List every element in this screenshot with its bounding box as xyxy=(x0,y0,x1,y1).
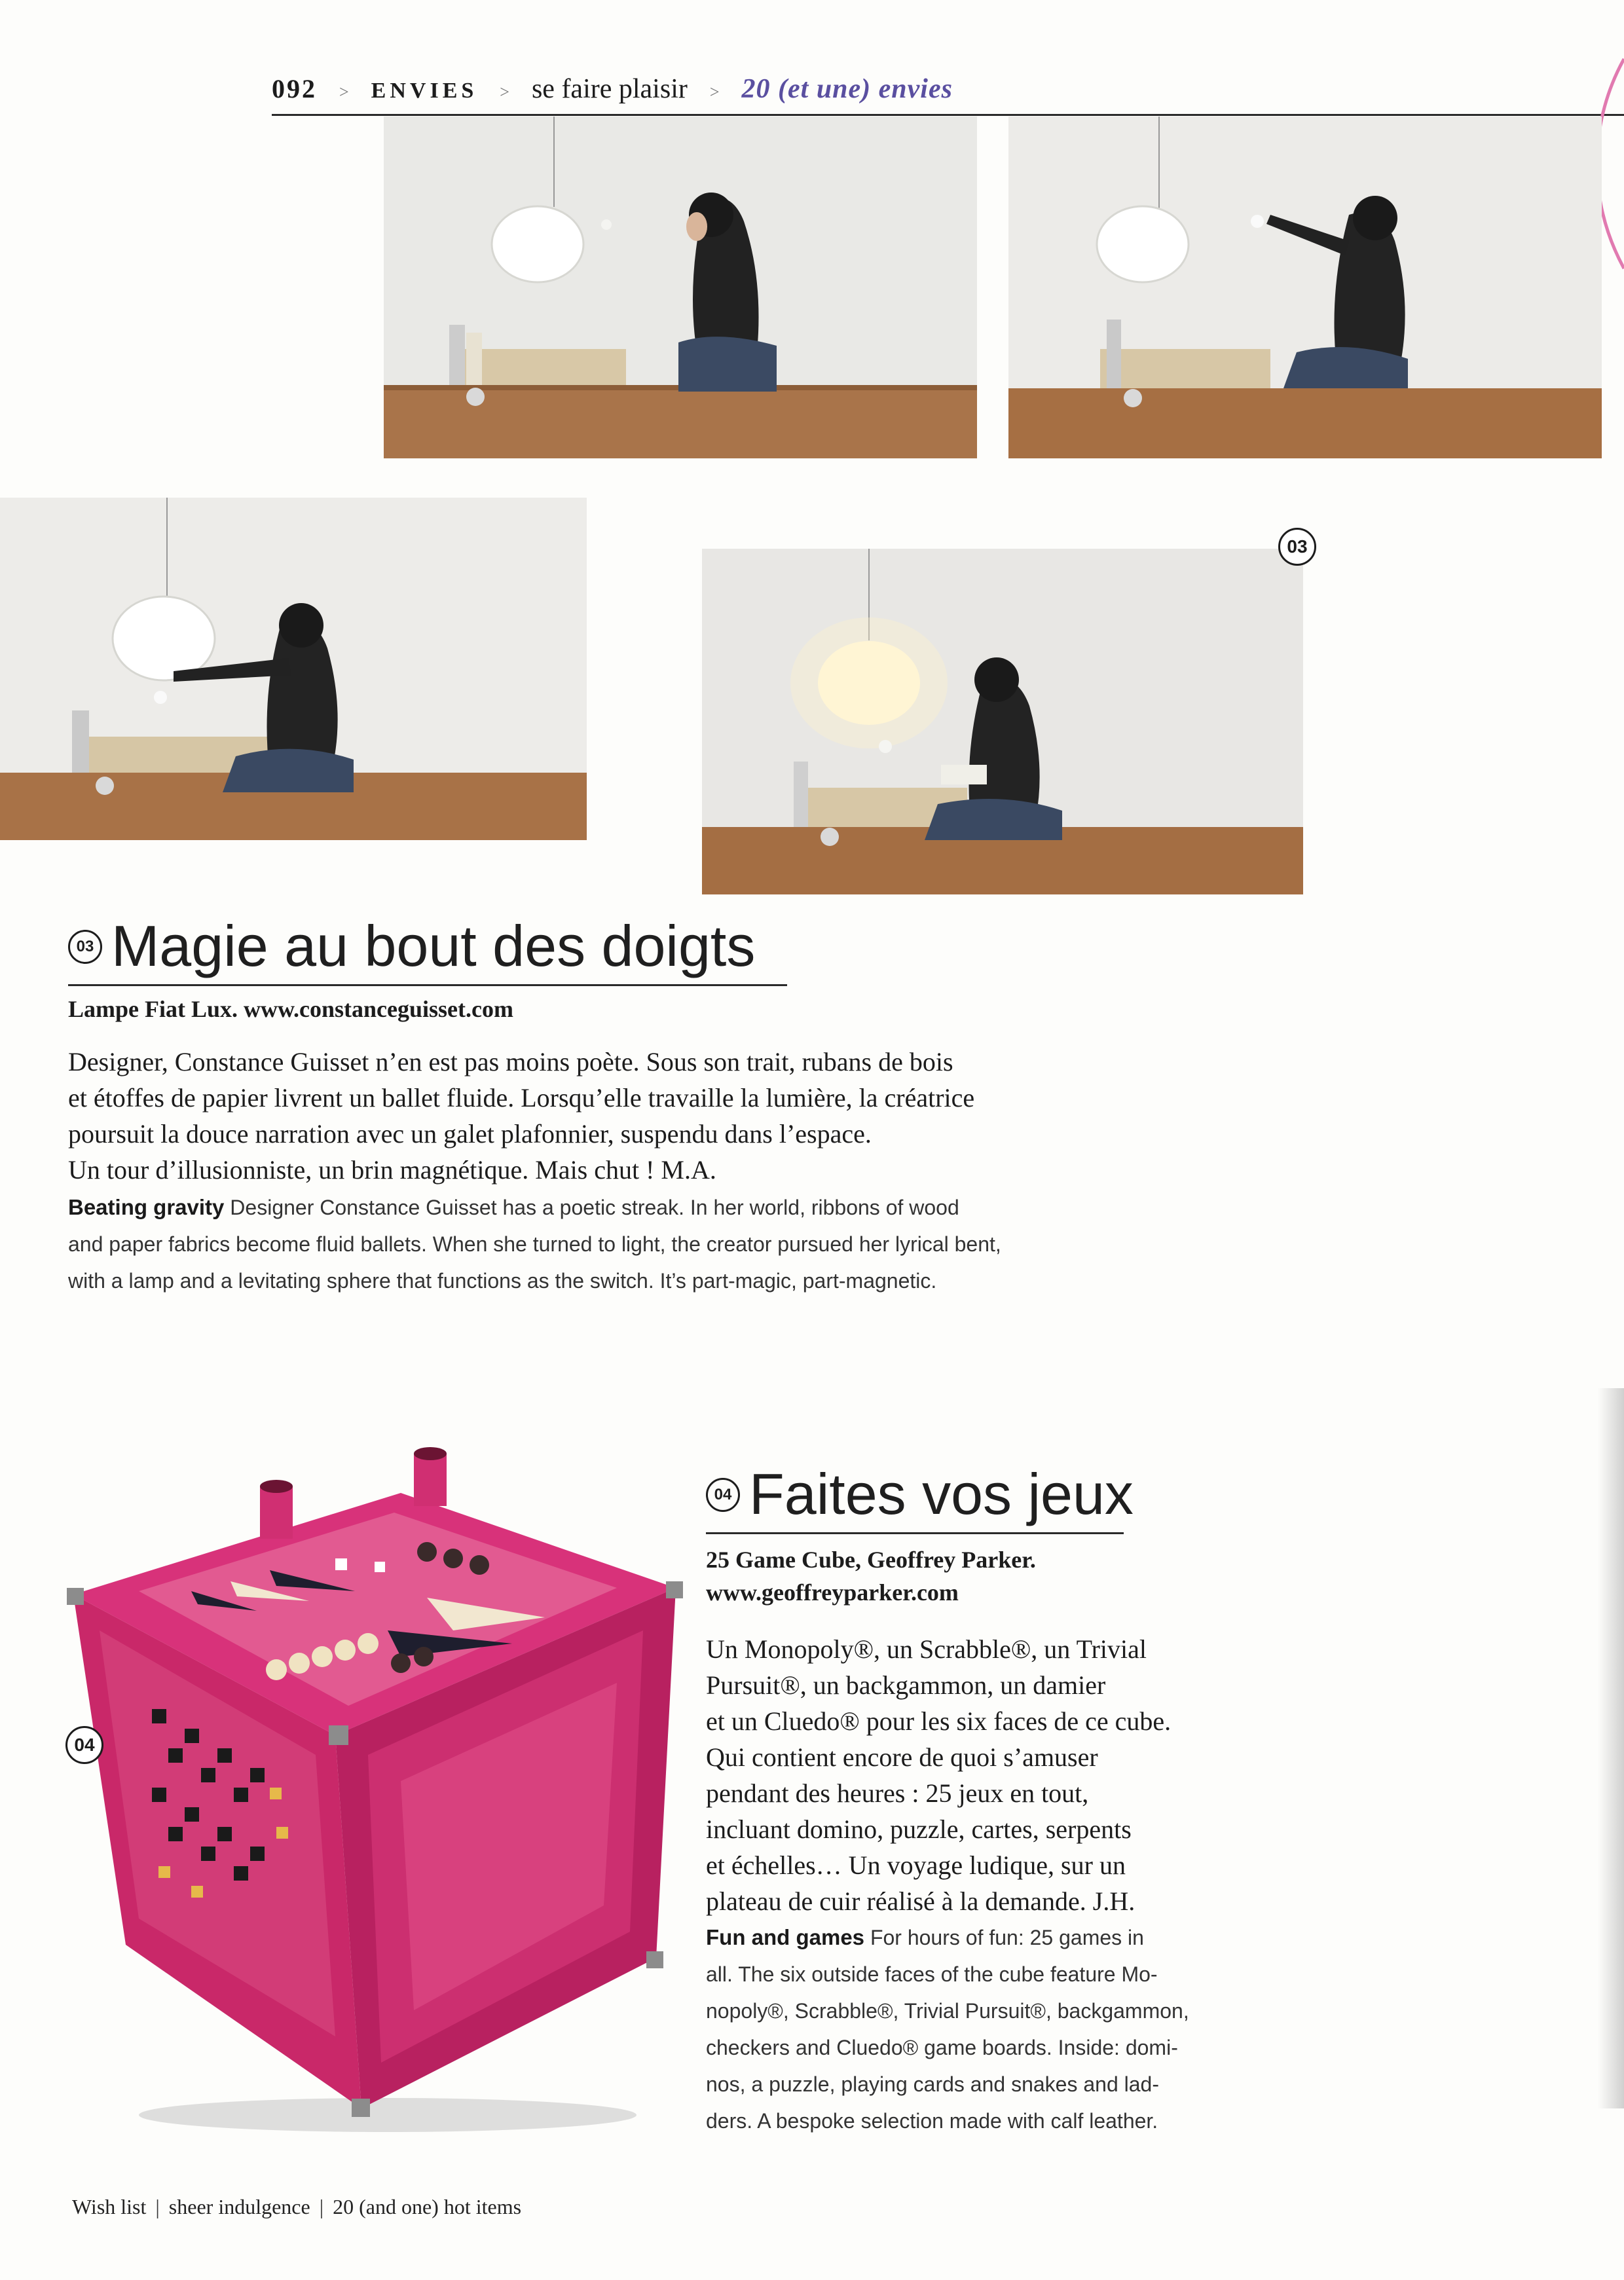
footer-section: Wish list xyxy=(72,2195,147,2218)
english-heading: Fun and games xyxy=(706,1925,865,1949)
page-number: 092 xyxy=(272,74,317,103)
footer-subsection: sheer indulgence xyxy=(168,2195,310,2218)
credit-line: www.geoffreyparker.com xyxy=(706,1579,959,1606)
french-line: plateau de cuir réalisé à la demande. J.H. xyxy=(706,1886,1135,1916)
english-line: nos, a puzzle, playing cards and snakes and lad- xyxy=(706,2072,1159,2096)
subsection-name: se faire plaisir xyxy=(531,74,688,104)
french-line: Pursuit®, un backgammon, un damier xyxy=(706,1670,1106,1700)
lamp-photo-kneeling xyxy=(384,117,977,458)
article-03 xyxy=(68,913,1001,1299)
french-line: incluant domino, puzzle, cartes, serpents xyxy=(706,1814,1132,1844)
french-line: Designer, Constance Guisset n’en est pas moins poète. Sous son trait, rubans de bois xyxy=(68,1047,953,1076)
article-03-credit: Lampe Fiat Lux. www.constanceguisset.com xyxy=(68,996,513,1022)
article-04-badge: 04 xyxy=(706,1478,740,1512)
english-line: Designer Constance Guisset has a poetic streak. In her world, ribbons of wood xyxy=(230,1196,959,1219)
article-03-title: Magie au bout des doigts xyxy=(111,913,756,978)
article-03-english-text xyxy=(68,1189,1001,1299)
article-03-badge: 03 xyxy=(68,930,102,964)
article-03-title-row xyxy=(68,913,787,986)
english-heading: Beating gravity xyxy=(68,1195,225,1219)
breadcrumb-separator: > xyxy=(339,83,349,101)
article-04-french-text xyxy=(706,1631,1189,1919)
french-line: Un tour d’illusionniste, un brin magnétique. Mais chut ! M.A. xyxy=(68,1155,716,1185)
footer-separator: | xyxy=(319,2195,324,2218)
breadcrumb-separator: > xyxy=(500,83,509,101)
section-name: ENVIES xyxy=(371,79,478,103)
english-line: For hours of fun: 25 games in xyxy=(864,1926,1144,1949)
article-03-french-text xyxy=(68,1044,1001,1188)
article-04 xyxy=(706,1462,1189,2139)
french-line: Un Monopoly®, un Scrabble®, un Trivial xyxy=(706,1634,1147,1664)
lamp-photo-reaching xyxy=(1008,117,1602,458)
article-series-name: 20 (et une) envies xyxy=(741,74,953,104)
credit-line: 25 Game Cube, Geoffrey Parker. xyxy=(706,1547,1036,1573)
french-line: poursuit la douce narration avec un galet plafonnier, suspendu dans l’espace. xyxy=(68,1119,872,1149)
french-line: et échelles… Un voyage ludique, sur un xyxy=(706,1850,1126,1880)
running-header xyxy=(272,71,1624,116)
english-line: with a lamp and a levitating sphere that functions as the switch. It’s part-magic, part-magnetic. xyxy=(68,1269,937,1293)
french-line: et un Cluedo® pour les six faces de ce cube. xyxy=(706,1706,1172,1736)
article-04-title: Faites vos jeux xyxy=(749,1462,1134,1526)
article-04-credit xyxy=(706,1543,1189,1609)
article-04-english-text xyxy=(706,1919,1189,2139)
photo-number-badge: 03 xyxy=(1278,528,1316,566)
footer-separator: | xyxy=(155,2195,160,2218)
page-edge-shadow xyxy=(1598,1388,1624,2108)
french-line: pendant des heures : 25 jeux en tout, xyxy=(706,1778,1089,1808)
english-line-first xyxy=(706,1919,1189,1956)
article-04-title-row xyxy=(706,1462,1134,1534)
english-line: ders. A bespoke selection made with calf leather. xyxy=(706,2109,1158,2133)
breadcrumb-separator: > xyxy=(709,83,720,101)
page-footer xyxy=(72,2195,521,2219)
lamp-photo-reading xyxy=(702,549,1303,894)
english-line-first xyxy=(68,1189,1001,1226)
cube-number-badge: 04 xyxy=(65,1726,103,1764)
english-line: nopoly®, Scrabble®, Trivial Pursuit®, backgammon, xyxy=(706,1999,1189,2023)
lamp-photo-extended-arm xyxy=(0,498,587,840)
french-line: et étoffes de papier livrent un ballet fluide. Lorsqu’elle travaille la lumière, la créatrice xyxy=(68,1083,975,1112)
french-line: Qui contient encore de quoi s’amuser xyxy=(706,1742,1098,1772)
english-line: and paper fabrics become fluid ballets. When she turned to light, the creator pursued her lyrical bent, xyxy=(68,1232,1001,1256)
english-line: checkers and Cluedo® game boards. Inside: domi- xyxy=(706,2036,1178,2059)
footer-series: 20 (and one) hot items xyxy=(333,2195,522,2218)
english-line: all. The six outside faces of the cube feature Mo- xyxy=(706,1962,1158,1986)
game-cube-photo xyxy=(60,1447,689,2141)
